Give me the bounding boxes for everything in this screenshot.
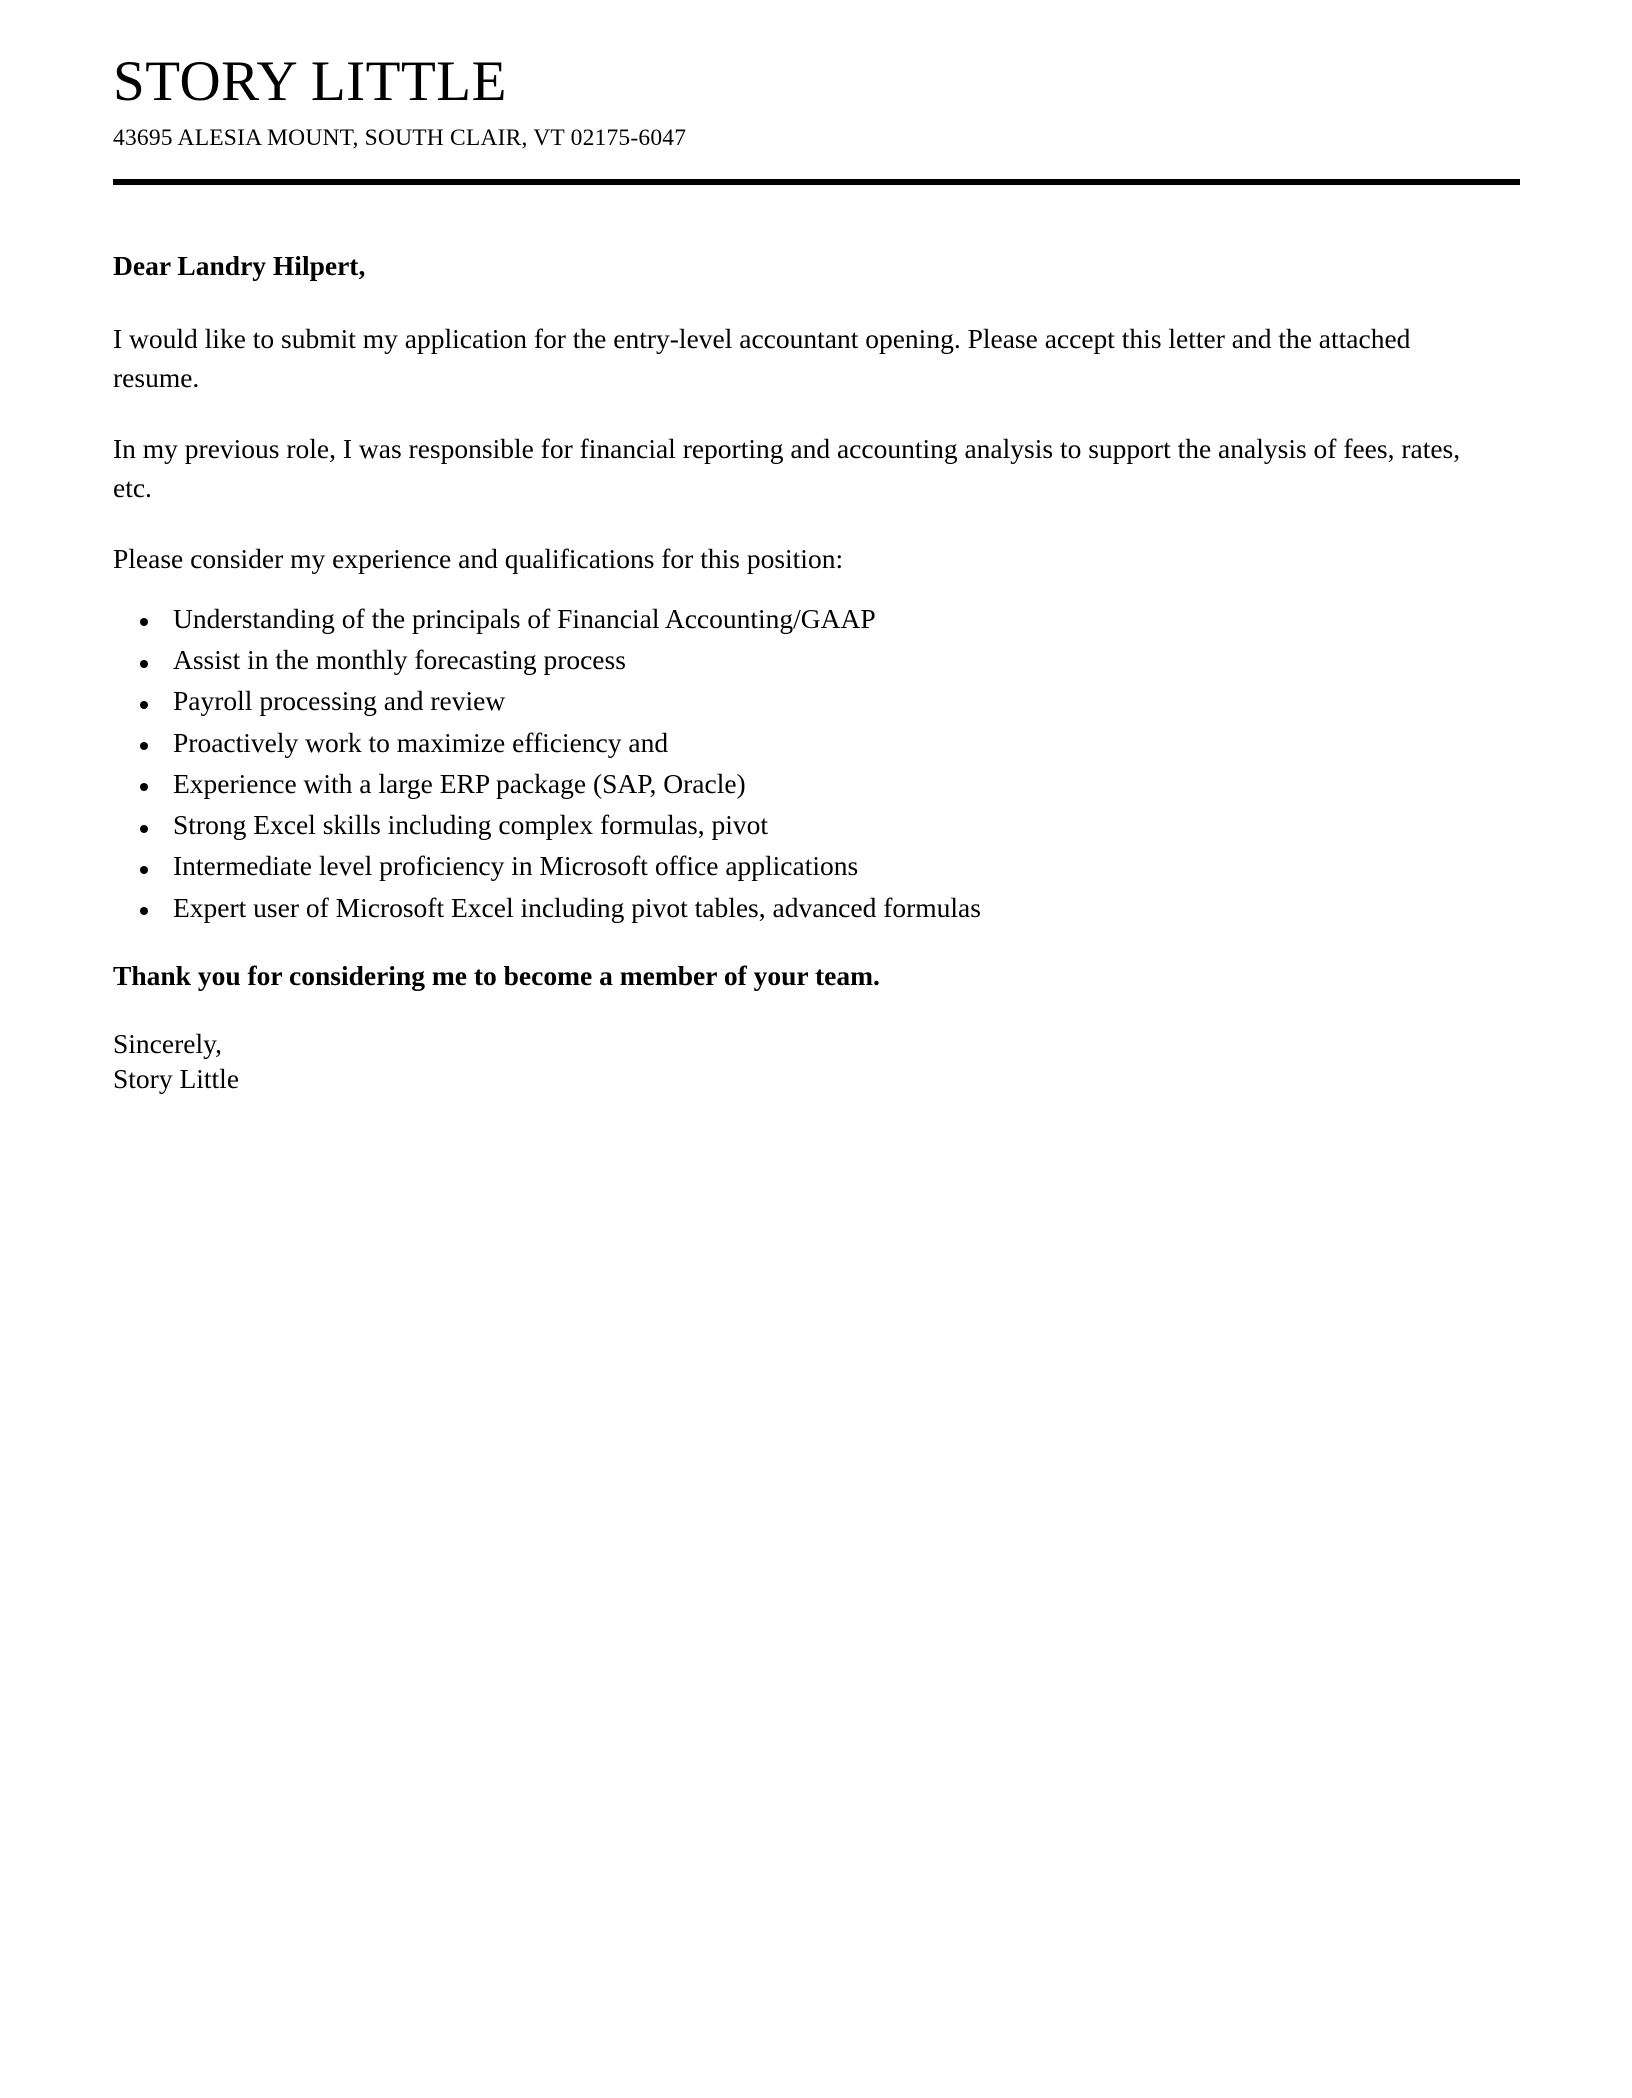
bullet-icon: [140, 742, 148, 750]
salutation: Dear Landry Hilpert,: [113, 250, 366, 282]
bullet-icon: [140, 866, 148, 874]
body-paragraph-1: I would like to submit my application for the entry-level accountant opening. Please accept this letter and the attached resume.: [113, 322, 1411, 393]
qualifications-list: [113, 604, 1478, 923]
list-item-label: Strong Excel skills including complex formulas, pivot: [173, 809, 768, 840]
list-item-label: Proactively work to maximize efficiency and: [173, 726, 669, 758]
list-item: [113, 645, 1478, 675]
letterhead-divider: [113, 179, 1520, 185]
letter-body: [113, 247, 1478, 1096]
list-item-label: Experience with a large ERP package (SAP, Oracle): [173, 767, 746, 799]
list-item: [113, 686, 1478, 716]
letter-content-area: [113, 0, 1520, 1096]
letterhead: [113, 0, 1520, 185]
letterhead-address: 43695 ALESIA MOUNT, SOUTH CLAIR, VT 02175-6047: [113, 124, 687, 151]
list-item: [113, 893, 1478, 923]
bullet-icon: [140, 701, 148, 709]
bullet-icon: [140, 825, 148, 833]
bullet-icon: [140, 783, 148, 791]
bullet-icon: [140, 618, 148, 626]
list-item-label: Payroll processing and review: [173, 685, 506, 717]
letterhead-name: STORY LITTLE: [113, 50, 507, 113]
body-paragraph-3: Please consider my experience and qualifications for this position:: [113, 542, 844, 574]
list-item-label: Expert user of Microsoft Excel including pivot tables, advanced formulas: [173, 891, 981, 923]
signoff-valediction: Sincerely,: [113, 1027, 222, 1059]
list-item: [113, 604, 1478, 634]
list-item: [113, 728, 1478, 758]
list-item: [113, 769, 1478, 799]
list-item-label: Assist in the monthly forecasting process: [173, 644, 626, 675]
closing-statement: Thank you for considering me to become a member of your team.: [113, 959, 880, 991]
list-item-label: Intermediate level proficiency in Microsoft office applications: [173, 850, 859, 882]
signoff-name: Story Little: [113, 1063, 240, 1095]
bullet-icon: [140, 907, 148, 915]
list-item: [113, 810, 1478, 840]
list-item: [113, 851, 1478, 881]
list-item-label: Understanding of the principals of Financial Accounting/GAAP: [173, 602, 876, 634]
signature-block: [113, 1026, 1478, 1096]
bullet-icon: [140, 660, 148, 668]
body-paragraph-2: In my previous role, I was responsible for financial reporting and accounting analysis to support the analysis of fees, rates, etc.: [113, 432, 1461, 503]
